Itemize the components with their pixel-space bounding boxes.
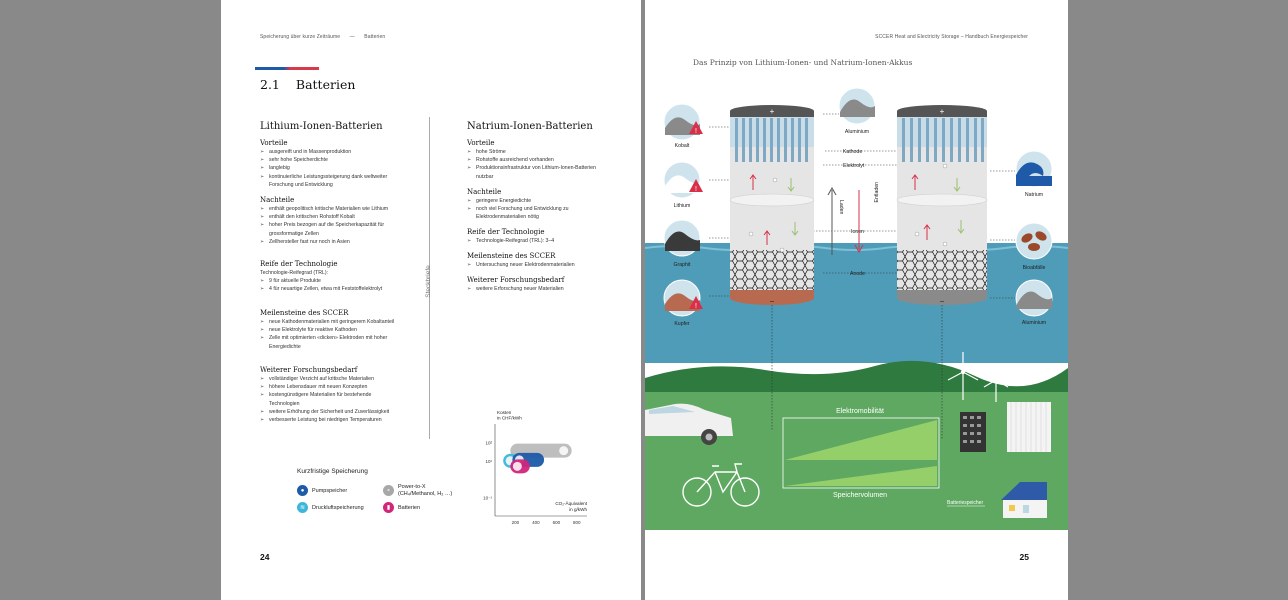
x-tick-label: 200	[511, 520, 520, 525]
minus-sign: −	[939, 297, 945, 306]
gas-bubbles-icon: ∘	[383, 485, 394, 496]
cathode-rod	[742, 118, 745, 162]
bullet-list	[260, 205, 395, 246]
material-label: Aluminium	[1021, 320, 1047, 326]
bullet-item: ➢ Produktionsinfrastruktur von Lithium-Ionen-Batterien nutzbar	[467, 164, 602, 180]
bullet-list	[260, 375, 395, 424]
x-tick-label: 800	[573, 520, 581, 525]
lithium-disadvantages	[260, 196, 395, 246]
ion	[749, 232, 753, 236]
separator	[897, 194, 987, 206]
legend-label-group	[398, 484, 452, 497]
section-heading: Weiterer Forschungsbedarf	[260, 366, 358, 374]
bullet-list	[467, 237, 602, 245]
cathode-rod	[770, 118, 773, 162]
material-label: Aluminium	[844, 129, 870, 135]
cathode-rod	[918, 118, 921, 162]
x-axis-label-line2: in g/kWh	[569, 507, 587, 512]
material-label: Kupfer	[674, 321, 690, 327]
window	[963, 432, 967, 435]
section-heading: Vorteile	[467, 139, 495, 147]
running-head-section: Speicherung über kurze Zeiträume	[260, 34, 341, 40]
material-natrium	[1016, 151, 1052, 198]
bullet-item: ➢ weitere Erhöhung der Sicherheit und Zuverlässigkeit	[260, 408, 395, 416]
cost-chart	[473, 408, 593, 530]
section-heading: Reife der Technologie	[260, 260, 338, 268]
bullet-list	[467, 148, 602, 181]
lithium-milestones	[260, 309, 395, 351]
bullet-list	[467, 197, 602, 222]
x-tick-label: 600	[552, 520, 561, 525]
bullet-item: ➢ 4 für neuartige Zellen, etwa mit Feststoffelektrolyt	[260, 285, 395, 293]
bullet-item: ➢ verbesserte Leistung bei niedrigen Temperaturen	[260, 416, 395, 424]
bullet-item: ➢ hoher Preis bezogen auf die Speicherkapazität für grossformatige Zellen	[260, 221, 395, 237]
ion	[915, 232, 919, 236]
bullet-list	[467, 285, 602, 293]
discharge-arrow	[855, 190, 863, 252]
bullet-item: ➢ ausgereift und in Massenproduktion	[260, 148, 395, 156]
window	[970, 440, 974, 443]
ion	[780, 248, 784, 252]
lithium-research	[260, 366, 395, 424]
window	[970, 416, 974, 419]
cathode-rod	[735, 118, 738, 162]
bullet-item: ➢ höhere Lebensdauer mit neuen Konzepten	[260, 383, 395, 391]
battery-principle-diagram	[645, 0, 1068, 530]
legend-label: Pumpspeicher	[312, 487, 348, 494]
legend-label: Druckluftspeicherung	[312, 504, 364, 511]
bullet-item: ➢ weitere Erforschung neuer Materialien	[467, 285, 602, 293]
separator	[730, 194, 814, 206]
sodium-cell	[897, 105, 987, 306]
running-head-topic: Batterien	[364, 34, 386, 40]
bullet-item: ➢ neue Kathodenmaterialien mit geringerem Kobaltanteil	[260, 318, 395, 326]
cathode-rod	[805, 118, 808, 162]
cathode-rod	[950, 118, 953, 162]
laden-label: Laden	[838, 200, 844, 215]
anode-label: Anode	[850, 271, 866, 277]
window	[963, 424, 967, 427]
section-heading: Reife der Technologie	[467, 228, 545, 236]
cathode-rod	[784, 118, 787, 162]
house-door	[1023, 505, 1029, 513]
bullet-list	[260, 318, 395, 351]
window	[970, 424, 974, 427]
cathode-rod	[902, 118, 905, 162]
sodium-advantages	[467, 139, 602, 181]
material-circle	[1016, 223, 1052, 259]
air-icon: ≋	[297, 502, 308, 513]
entladen-label: Entladen	[874, 182, 880, 203]
window	[963, 440, 967, 443]
lithium-cell	[730, 105, 814, 306]
material-label: Kobalt	[674, 143, 690, 149]
water-band	[645, 243, 1068, 363]
window	[970, 432, 974, 435]
building-light	[1007, 402, 1051, 452]
gas-bubbles-icon	[559, 446, 568, 455]
kathode-label: Kathode	[843, 149, 863, 155]
section-heading: Meilensteine des SCCER	[467, 252, 556, 260]
material-aluminium-top	[839, 88, 875, 135]
chapter-heading	[260, 77, 355, 92]
bullet-item: ➢ hohe Ströme	[467, 148, 602, 156]
cathode-rod	[756, 118, 759, 162]
ionen-label: Ionen	[851, 229, 864, 235]
bullet-list	[260, 148, 395, 189]
sodium-milestones	[467, 252, 602, 269]
bullet-item: ➢ Untersuchung neuer Elektrodenmaterialien	[467, 261, 602, 269]
diagram-title: Das Prinzip von Lithium-Ionen- und Natrium-Ionen-Akkus	[693, 58, 913, 67]
warning-mark: !	[695, 303, 697, 310]
bullet-item: ➢ Technologie-Reifegrad (TRL): 3–4	[467, 237, 602, 245]
y-tick-label: 10¹	[485, 458, 492, 464]
section-heading: Meilensteine des SCCER	[260, 309, 349, 317]
house-window	[1009, 505, 1015, 511]
bullet-list	[467, 261, 602, 269]
cathode-rod	[981, 118, 984, 162]
material-label: Natrium	[1024, 192, 1044, 198]
y-axis-label-line1: Kosten	[497, 410, 512, 415]
y-tick-label: 10⁻¹	[483, 495, 492, 501]
legend-item-batterien	[383, 502, 420, 513]
cathode-rod	[934, 118, 937, 162]
anode-hex	[730, 250, 814, 290]
page-number: 25	[1019, 552, 1029, 562]
section-heading: Weiterer Forschungsbedarf	[467, 276, 565, 284]
battery-icon	[513, 462, 522, 471]
leaf-icon	[1028, 243, 1040, 251]
sodium-research	[467, 276, 602, 293]
elektromobilitaet-label: Elektromobilität	[836, 408, 884, 415]
bullet-item: ➢ enthält den kritischen Rohstoff Kobalt	[260, 213, 395, 221]
lithium-maturity	[260, 260, 395, 294]
sodium-disadvantages	[467, 188, 602, 222]
elektrolyt-label: Elektrolyt	[843, 163, 865, 169]
cathode-rod	[749, 118, 752, 162]
material-label: Bioabfälle	[1022, 265, 1046, 271]
running-head	[260, 34, 393, 40]
bullet-item: ➢ neue Elektrolyte für reaktive Kathoden	[260, 326, 395, 334]
section-heading: Nachteile	[260, 196, 295, 204]
bullet-item: ➢ Zelle mit optimierten «dicken» Elektroden mit hoher Energiedichte	[260, 334, 395, 350]
section-heading: Nachteile	[467, 188, 502, 196]
cathode-rod	[910, 118, 913, 162]
sidebar-label: Steckbriefe	[424, 265, 432, 298]
y-axis-label-line2: in CHF/kWh	[497, 415, 522, 421]
legend-item-pumpspeicher	[297, 485, 347, 496]
legend-item-druckluft	[297, 502, 364, 513]
section-text: Technologie-Reifegrad (TRL):	[260, 270, 329, 276]
legend-label: Power-to-X	[398, 484, 426, 490]
ion	[943, 164, 947, 168]
window	[977, 440, 981, 443]
left-page	[221, 0, 641, 600]
bullet-item: ➢ geringere Energiedichte	[467, 197, 602, 205]
speichervolumen-label: Speichervolumen	[832, 492, 888, 499]
y-tick-label: 10²	[485, 440, 492, 446]
bullet-item: ➢ Zellhersteller fast nur noch in Asien	[260, 238, 395, 246]
cathode-rod	[966, 118, 969, 162]
bullet-list	[260, 277, 395, 293]
water-drop-icon: ●	[297, 485, 308, 496]
legend-sublabel: (CH₄/Methanol, H₂ …)	[398, 490, 453, 497]
plus-sign: +	[769, 107, 775, 116]
anode-hex	[897, 250, 987, 290]
bullet-item: ➢ vollständiger Verzicht auf kritische Materialien	[260, 375, 395, 383]
bullet-item: ➢ kontinuierliche Leistungssteigerung dank weltweiter Forschung und Entwicklung	[260, 173, 395, 189]
right-page	[645, 0, 1068, 600]
battery-icon: ▮	[383, 502, 394, 513]
bullet-item: ➢ enthält geopolitisch kritische Materialien wie Lithium	[260, 205, 395, 213]
cathode-rod	[777, 118, 780, 162]
chapter-title: Batterien	[295, 77, 356, 92]
running-head: SCCER Heat and Electricity Storage – Handbuch Energiespeicher	[875, 34, 1028, 40]
bullet-item: ➢ langlebig	[260, 164, 395, 172]
material-label: Graphit	[673, 262, 691, 268]
material-lithium	[664, 162, 703, 209]
cathode-rod	[791, 118, 794, 162]
cathode-rod	[926, 118, 929, 162]
plus-sign: +	[939, 107, 945, 116]
window	[977, 432, 981, 435]
cathode-rod	[942, 118, 945, 162]
chapter-number: 2.1	[260, 77, 280, 92]
cathode-rod	[974, 118, 977, 162]
ion	[943, 242, 947, 246]
material-kobalt	[664, 104, 703, 149]
x-axis-label-line1: CO₂-Äquivalent	[555, 501, 587, 506]
running-head-separator: —	[349, 34, 355, 40]
window	[963, 416, 967, 419]
bullet-item: ➢ 9 für aktuelle Produkte	[260, 277, 395, 285]
warning-mark: !	[695, 128, 697, 135]
lithium-title: Lithium-Ionen-Batterien	[260, 121, 383, 132]
window	[977, 416, 981, 419]
section-heading: Vorteile	[260, 139, 288, 147]
warning-mark: !	[695, 186, 697, 193]
page-number: 24	[260, 552, 270, 562]
bullet-item: ➢ sehr hohe Speicherdichte	[260, 156, 395, 164]
minus-sign: −	[769, 297, 775, 306]
window	[977, 424, 981, 427]
bullet-item: ➢ noch viel Forschung und Entwicklung zu Elektrodenmaterialien nötig	[467, 205, 602, 221]
x-tick-label: 400	[532, 520, 540, 525]
color-stripe	[255, 67, 319, 70]
cathode-rod	[763, 118, 766, 162]
cathode-rod	[798, 118, 801, 162]
bullet-item: ➢ Rohstoffe ausreichend vorhanden	[467, 156, 602, 164]
bullet-item: ➢ kostengünstigere Materialien für bestehende Technologien	[260, 391, 395, 407]
car-hub	[706, 434, 713, 441]
sodium-title: Natrium-Ionen-Batterien	[467, 121, 593, 132]
ion	[773, 178, 777, 182]
batteriespeicher-label: Batteriespeicher	[947, 500, 984, 506]
lithium-advantages	[260, 139, 395, 189]
legend-label: Batterien	[398, 504, 421, 511]
cathode-rod	[958, 118, 961, 162]
legend-item-power-to-x	[383, 484, 452, 497]
material-label: Lithium	[673, 203, 691, 209]
legend-title: Kurzfristige Speicherung	[297, 468, 368, 475]
sodium-maturity	[467, 228, 602, 245]
